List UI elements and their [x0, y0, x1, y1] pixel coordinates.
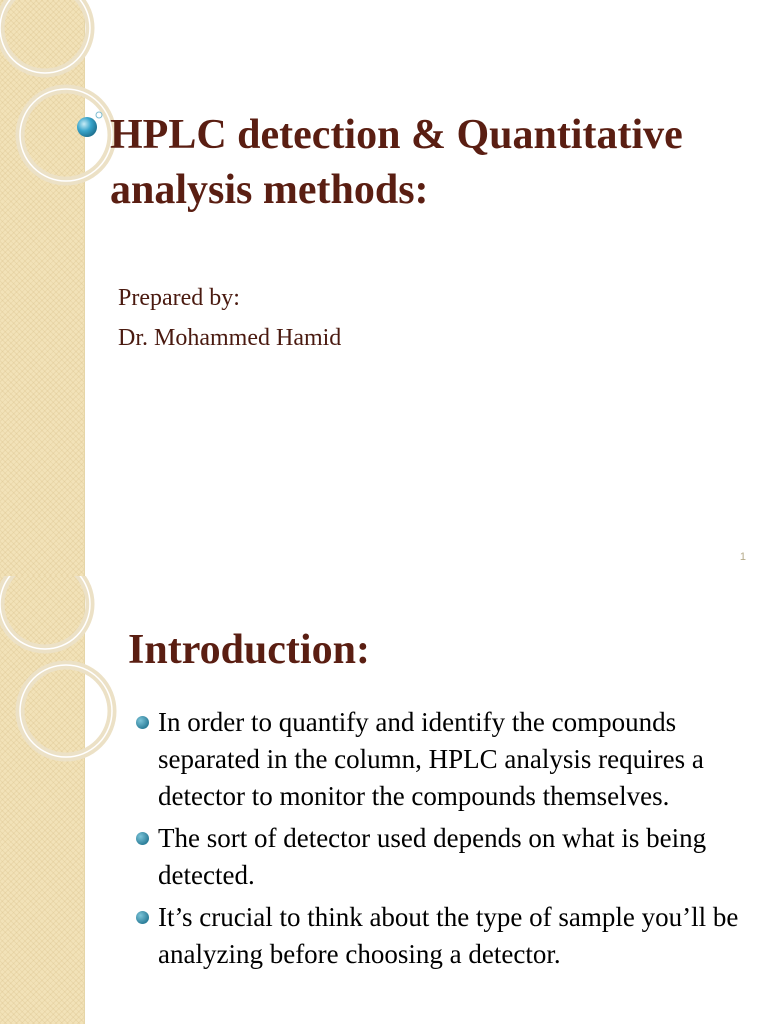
bullet-dot-icon — [136, 716, 149, 729]
author-name: Dr. Mohammed Hamid — [118, 325, 342, 351]
list-item — [134, 899, 754, 973]
introduction-slide — [0, 576, 768, 1024]
blue-orb-icon — [0, 0, 110, 150]
bullet-list — [134, 704, 754, 978]
bullet-dot-icon — [136, 911, 149, 924]
section-heading: Introduction: — [128, 627, 370, 673]
list-item — [134, 704, 754, 815]
circle-ring-decoration — [0, 576, 140, 796]
bullet-text: The sort of detector used depends on what is being detected. — [158, 823, 707, 890]
page-number: 1 — [739, 551, 746, 563]
slide-title: HPLC detection & Quantitative analysis methods: — [110, 112, 683, 213]
bullet-text: In order to quantify and identify the compounds separated in the column, HPLC analysis requires a detector to monitor the compounds themselves. — [158, 707, 704, 811]
bullet-text: It’s crucial to think about the type of sample you’ll be analyzing before choosing a detector. — [158, 902, 739, 969]
list-item — [134, 820, 754, 894]
prepared-by-label: Prepared by: — [118, 285, 240, 311]
bullet-dot-icon — [136, 832, 149, 845]
